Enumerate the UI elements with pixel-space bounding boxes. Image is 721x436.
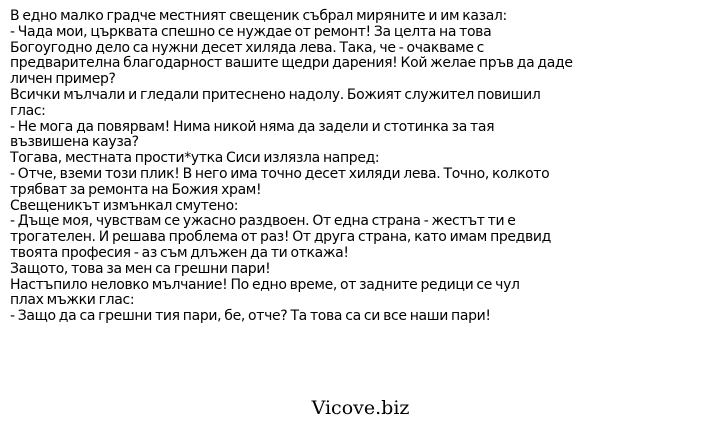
- joke-line: плах мъжки глас:: [10, 292, 135, 309]
- joke-line: Богоугодно дело са нужни десет хиляда лева. Така, че - очакваме с: [10, 39, 485, 56]
- joke-line: предварителна благодарност вашите щедри дарения! Кой желае пръв да даде: [10, 55, 573, 72]
- joke-line: - Чада мои, църквата спешно се нуждае от ремонт! За целта на това: [10, 23, 492, 40]
- joke-line: Защото, това за мен са грешни пари!: [10, 260, 271, 277]
- joke-line: глас:: [10, 102, 46, 119]
- joke-line: В едно малко градче местният свещеник събрал миряните и им казал:: [10, 8, 507, 24]
- joke-line: - Дъще моя, чувствам се ужасно раздвоен. От една страна - жестът ти е: [10, 213, 516, 230]
- site-watermark: Vicove.biz: [311, 397, 410, 419]
- joke-line: Тогава, местната прости*утка Сиси излязла напред:: [10, 150, 380, 167]
- joke-line: - Не мога да повярвам! Нима никой няма да задели и стотинка за тая: [10, 118, 495, 135]
- joke-line: твоята професия - аз съм длъжен да ти откажа!: [10, 244, 349, 261]
- joke-line: Настъпило неловко мълчание! По едно време, от задните редици се чул: [10, 276, 520, 293]
- joke-line: възвишена кауза?: [10, 134, 139, 151]
- joke-text: [10, 8, 573, 325]
- joke-line: Всички мълчали и гледали притеснено надолу. Божият служител повишил: [10, 86, 541, 103]
- joke-line: личен пример?: [10, 71, 116, 88]
- joke-line: - Отче, вземи този плик! В него има точно десет хиляди лева. Точно, колкото: [10, 165, 550, 182]
- joke-line: трябват за ремонта на Божия храм!: [10, 181, 262, 198]
- joke-line: - Защо да са грешни тия пари, бе, отче? Та това са си все наши пари!: [10, 308, 491, 325]
- joke-line: Свещеникът измънкал смутено:: [10, 197, 239, 214]
- joke-line: трогателен. И решава проблема от раз! От друга страна, като имам предвид: [10, 229, 551, 246]
